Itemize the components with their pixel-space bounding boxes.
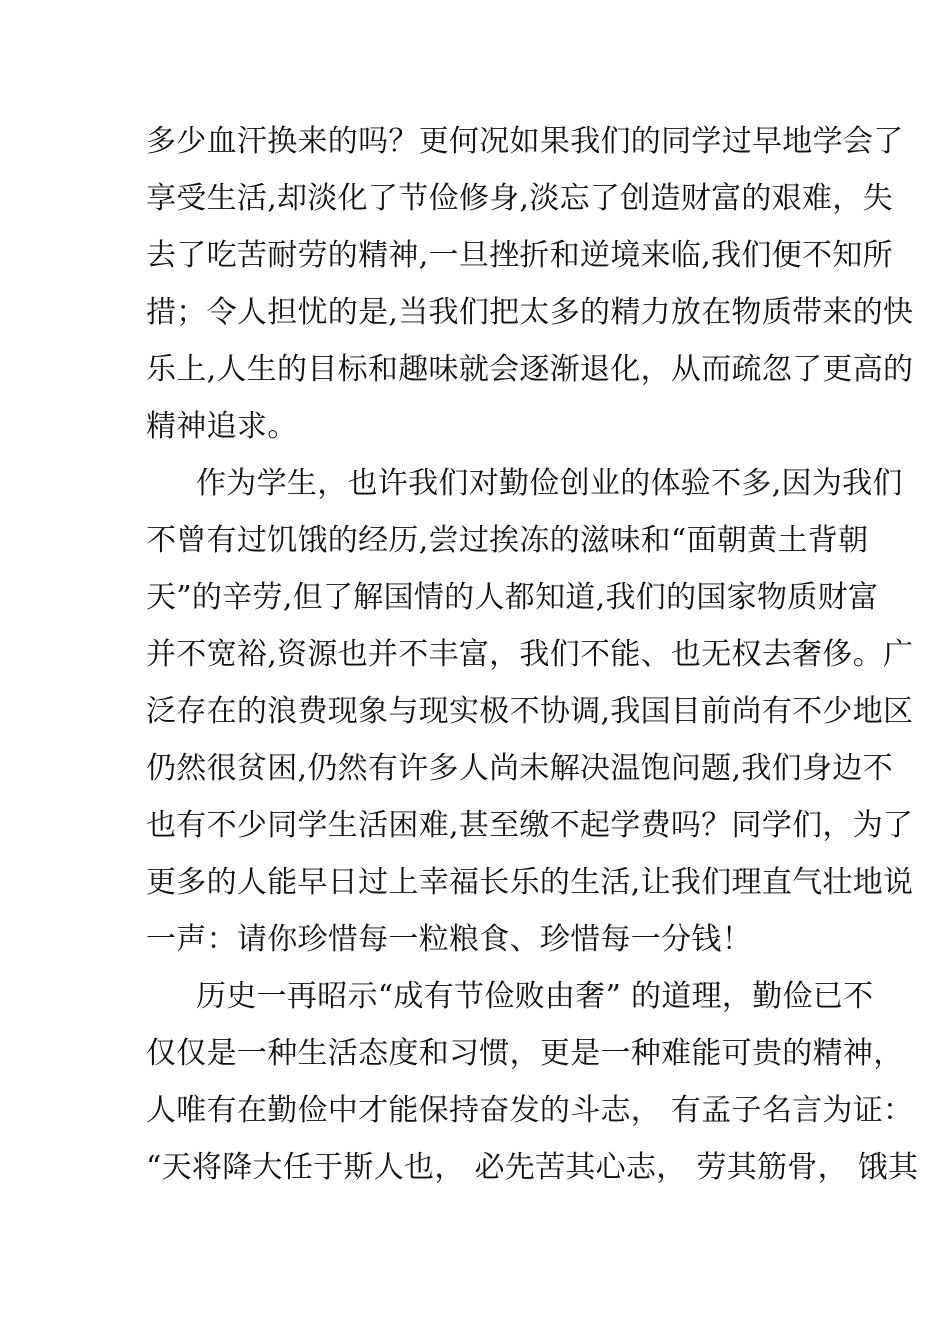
paragraph-first-line: 历史一再昭示“成有节俭败由奢” 的道理，勤俭已不 [196,979,874,1014]
text-line: 一声：请你珍惜每一粒粮食、珍惜每一分钱！ [146,922,752,957]
text-line: 并不宽裕,资源也并不丰富，我们不能、也无权去奢侈。广 [146,637,914,672]
text-line: 人唯有在勤俭中才能保持奋发的斗志， 有孟子名言为证： [146,1093,914,1128]
text-line: “天将降大任于斯人也， 必先苦其心志， 劳其筋骨， 饿其 [146,1150,919,1185]
text-line: 不曾有过饥饿的经历,尝过挨冻的滋味和“面朝黄土背朝 [146,523,869,558]
text-line: 措；令人担忧的是,当我们把太多的精力放在物质带来的快 [146,295,914,330]
text-line: 乐上,人生的目标和趣味就会逐渐退化，从而疏忽了更高的 [146,352,914,387]
text-line: 仅仅是一种生活态度和习惯，更是一种难能可贵的精神， [146,1036,904,1071]
text-line: 天”的辛劳,但了解国情的人都知道,我们的国家物质财富 [146,580,879,615]
text-line: 去了吃苦耐劳的精神,一旦挫折和逆境来临,我们便不知所 [146,238,893,273]
text-line: 精神追求。 [146,409,298,444]
text-line: 更多的人能早日过上幸福长乐的生活,让我们理直气壮地说 [146,865,914,900]
text-line: 仍然很贫困,仍然有许多人尚未解决温饱问题,我们身边不 [146,751,893,786]
text-line: 多少血汗换来的吗？更何况如果我们的同学过早地学会了 [146,124,904,159]
text-line: 享受生活,却淡化了节俭修身,淡忘了创造财富的艰难，失 [146,181,893,216]
text-line: 泛存在的浪费现象与现实极不协调,我国目前尚有不少地区 [146,694,914,729]
paragraph-first-line: 作为学生，也许我们对勤俭创业的体验不多,因为我们 [196,466,903,501]
text-line: 也有不少同学生活困难,甚至缴不起学费吗？同学们，为了 [146,808,914,843]
